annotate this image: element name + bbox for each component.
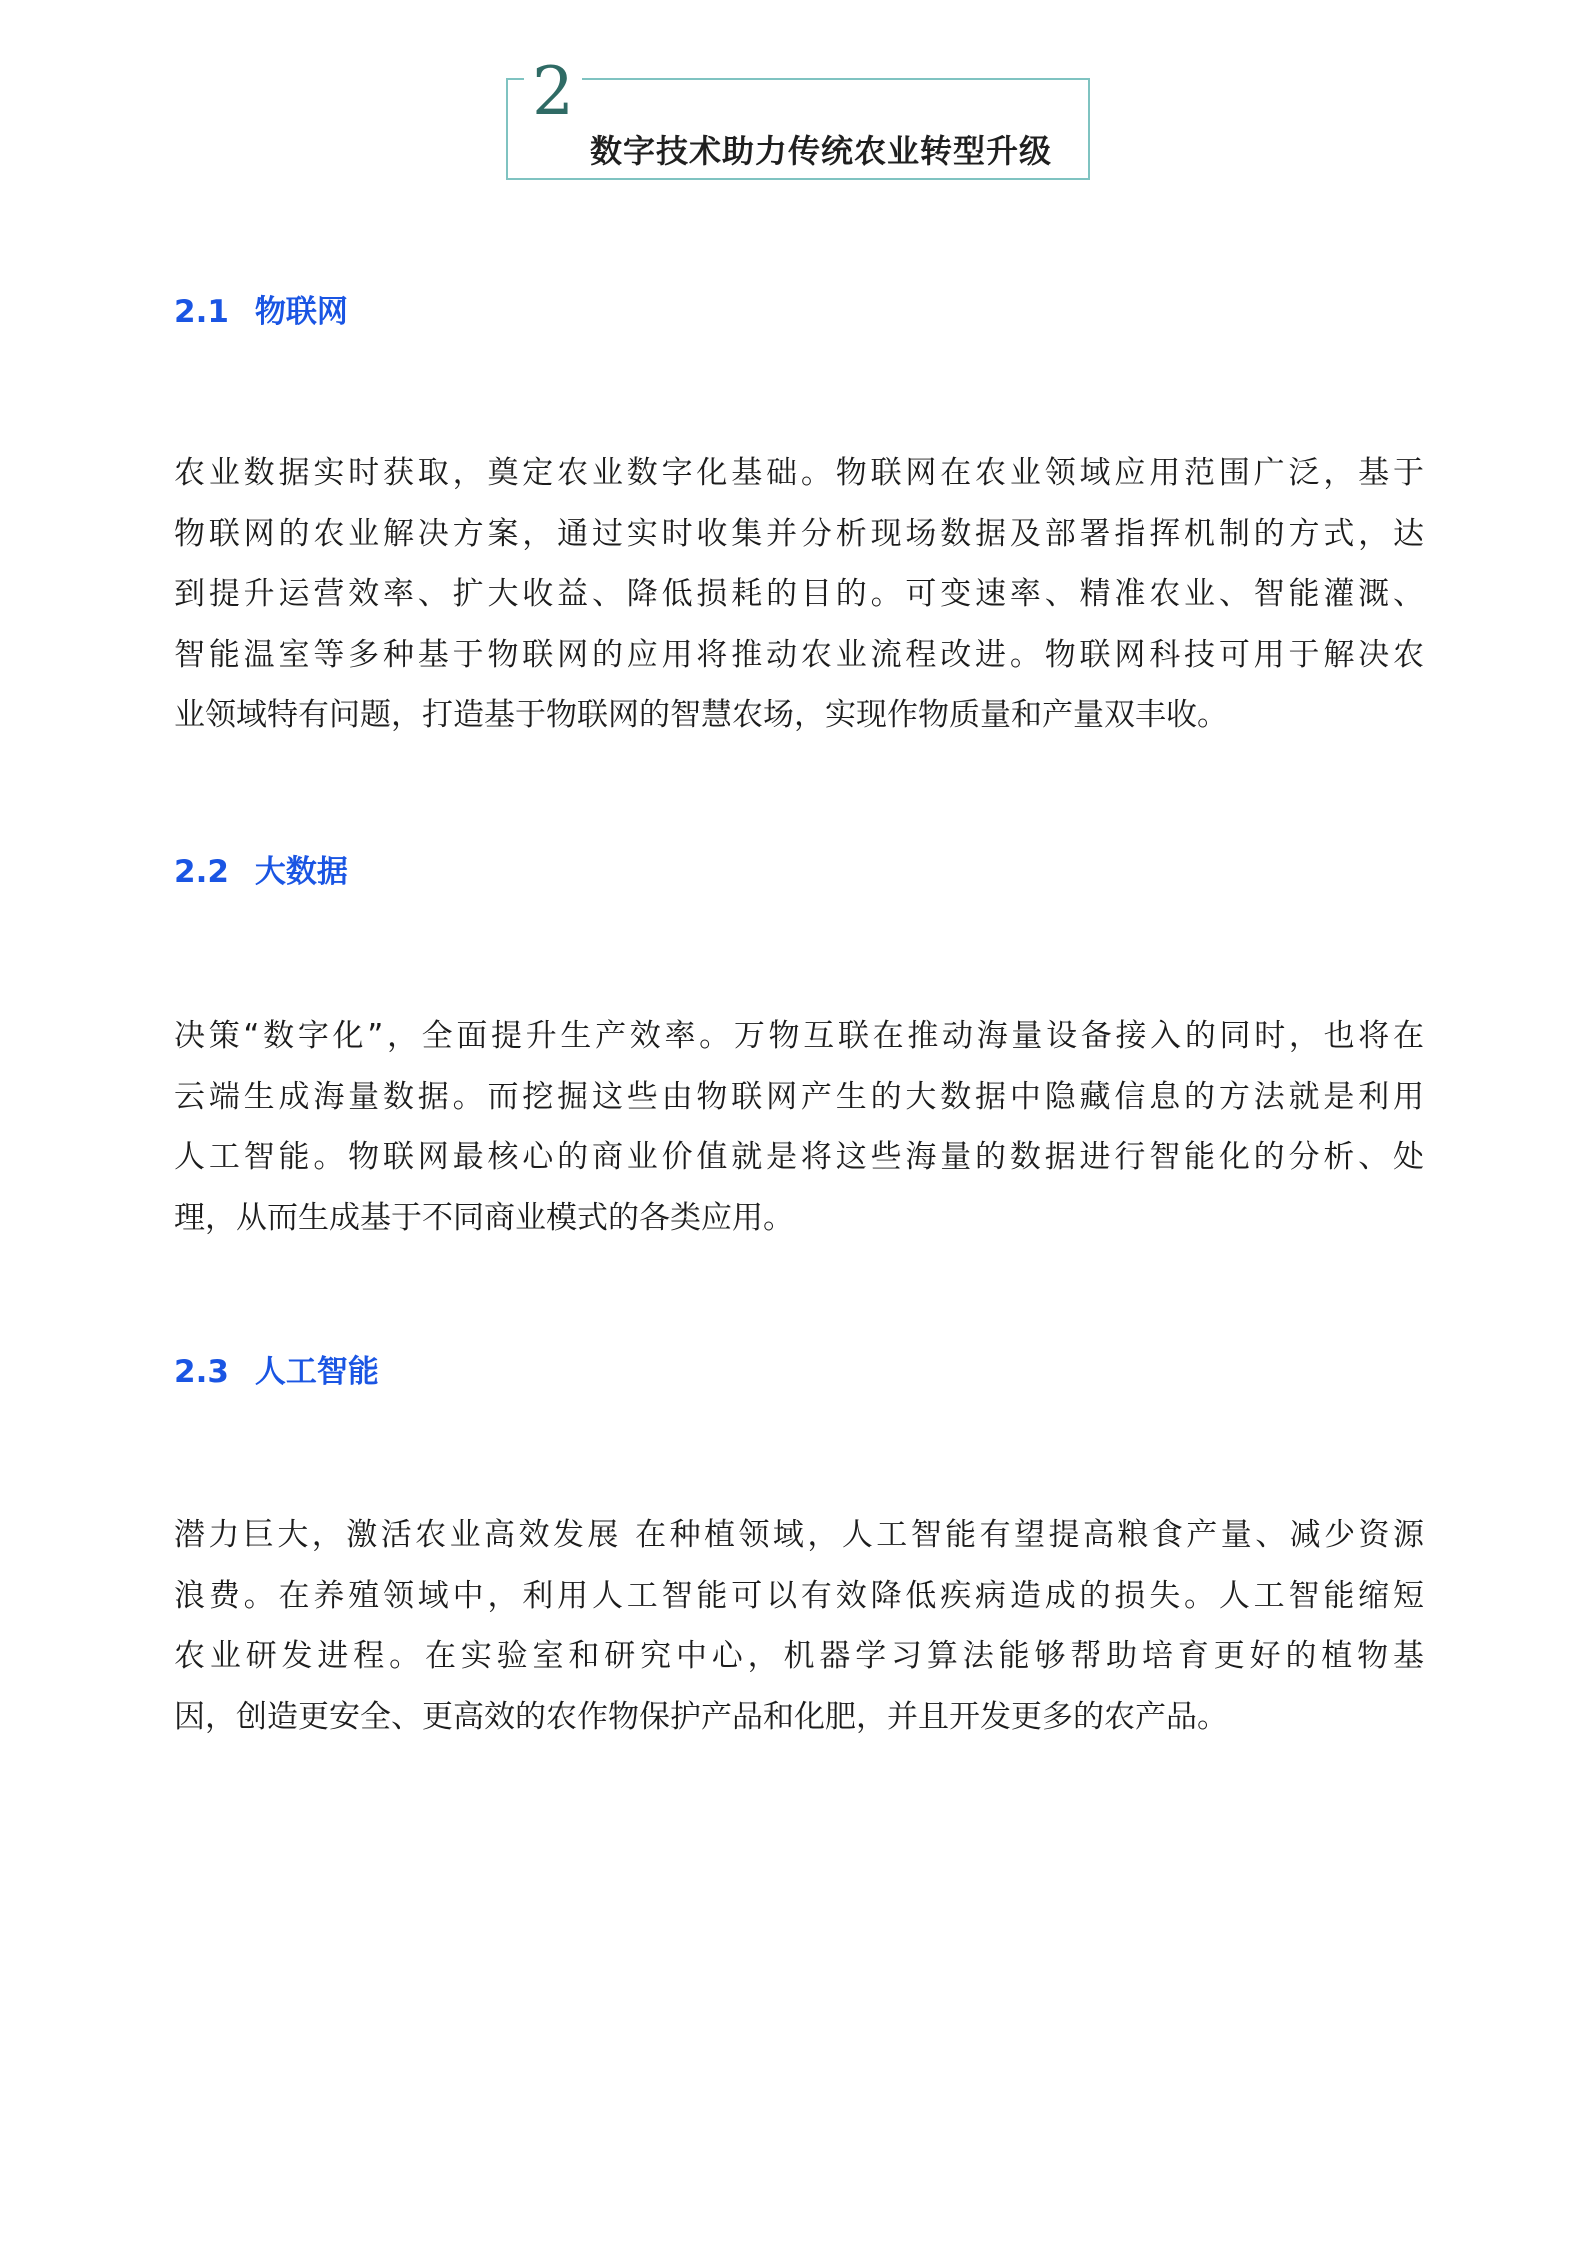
paragraph-line: 浪费。在养殖领域中，利用人工智能可以有效降低疾病造成的损失。人工智能缩短: [174, 1577, 1424, 1614]
paragraph-line: 农业数据实时获取，奠定农业数字化基础。物联网在农业领域应用范围广泛，基于: [174, 455, 1424, 491]
section-paragraph-big-data: [174, 1006, 1424, 1248]
paragraph-line: 物联网的农业解决方案，通过实时收集并分析现场数据及部署指挥机制的方式，达: [174, 515, 1424, 552]
section-title: 物联网: [254, 294, 348, 330]
paragraph-line: 业领域特有问题，打造基于物联网的智慧农场，实现作物质量和产量双丰收。: [174, 697, 1228, 733]
paragraph-line: 云端生成海量数据。而挖掘这些由物联网产生的大数据中隐藏信息的方法就是利用: [174, 1078, 1424, 1115]
section-heading-iot: [174, 292, 348, 332]
section-paragraph-iot: [174, 443, 1424, 746]
paragraph-line: 因，创造更安全、更高效的农作物保护产品和化肥，并且开发更多的农产品。: [174, 1698, 1228, 1735]
section-title: 大数据: [254, 854, 348, 890]
chapter-title: 数字技术助力传统农业转型升级: [590, 132, 1053, 170]
section-number: 2.3: [174, 1354, 229, 1390]
section-heading-big-data: [174, 852, 348, 892]
paragraph-line: 决策“数字化”，全面提升生产效率。万物互联在推动海量设备接入的同时，也将在: [174, 1018, 1424, 1054]
paragraph-line: 农业研发进程。在实验室和研究中心，机器学习算法能够帮助培育更好的植物基: [174, 1638, 1424, 1674]
chapter-number: 2: [524, 52, 582, 132]
section-title: 人工智能: [254, 1354, 379, 1390]
paragraph-line: 潜力巨大，激活农业高效发展 在种植领域，人工智能有望提高粮食产量、减少资源: [174, 1517, 1424, 1553]
section-heading-ai: [174, 1352, 379, 1392]
section-number: 2.1: [174, 294, 229, 330]
section-number: 2.2: [174, 854, 229, 890]
paragraph-line: 人工智能。物联网最核心的商业价值就是将这些海量的数据进行智能化的分析、处: [174, 1139, 1424, 1175]
section-paragraph-ai: [174, 1505, 1424, 1747]
paragraph-line: 智能温室等多种基于物联网的应用将推动农业流程改进。物联网科技可用于解决农: [174, 636, 1424, 673]
paragraph-line: 理，从而生成基于不同商业模式的各类应用。: [174, 1199, 794, 1236]
paragraph-line: 到提升运营效率、扩大收益、降低损耗的目的。可变速率、精准农业、智能灌溉、: [174, 576, 1424, 612]
